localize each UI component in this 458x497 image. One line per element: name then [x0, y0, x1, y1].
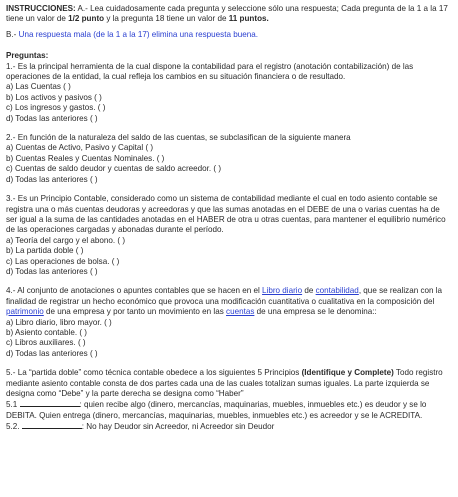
question-3: [6, 194, 453, 277]
principle-5-2: 5.2. : No hay Deudor sin Acreedor, ni Acreedor sin Deudor: [6, 422, 275, 432]
instructions-label: INSTRUCCIONES:: [6, 4, 76, 13]
answer-option[interactable]: a) Cuentas de Activo, Pasivo y Capital ( ): [6, 143, 154, 153]
answer-option[interactable]: c) Cuentas de saldo deudor y cuentas de saldo acreedor. ( ): [6, 164, 222, 174]
question-4: [6, 286, 453, 359]
fill-in-blank[interactable]: [20, 399, 80, 407]
question-text: 1.- Es la principal herramienta de la cual dispone la contabilidad para el registro (anotación contabilización) de las operaciones de la entidad, la cual refleja los cambios en su situación financiera o de resultado.: [6, 61, 414, 82]
contabilidad-link[interactable]: contabilidad: [315, 286, 359, 296]
instructions-a: INSTRUCCIONES: A.- Lea cuidadosamente cada pregunta y seleccione sólo una respuesta; Cada pregunta de la 1 a la 17 tiene un valor de 1/2 punto y la pregunta 18 tiene un valor de 11 puntos.: [6, 4, 448, 24]
question-text: 5.- La “partida doble” como técnica contable obedece a los siguientes 5 Principios (Identifique y Complete) Todo registro mediante asiento contable consta de dos partes cada una de las cuales totalizan sumas iguales. La parte izquierda se designa como “Debe” y la parte derecha se designa como “Haber”: [6, 368, 443, 398]
patrimonio-link[interactable]: patrimonio: [6, 307, 44, 317]
instructions-b: B.- Una respuesta mala (de la 1 a la 17) elimina una respuesta buena.: [6, 29, 258, 39]
question-5: [6, 368, 453, 432]
question-text: 3.- Es un Principio Contable, considerado como un sistema de contabilidad mediante el cual en todo asiento contable se registra una o más cuentas deudoras y acreedoras y que las sumas anotadas en el DEBE de una o varias cuentas ha de ser igual a la suma de las cantidades anotadas en el HABER de otra u otras cuentas, para mantener el equilibrio numérico de las operaciones cargadas y abonadas durante el período.: [6, 194, 446, 235]
question-text: 4.- Al conjunto de anotaciones o apuntes contables que se hacen en el Libro diario de contabilidad, que se realizan con la finalidad de registrar un hecho económico que provoca una modificación cuantitativa o cualitativa en la composición del patrimonio de una empresa y por tanto un movimiento en las cuentas de una empresa se le denomina::: [6, 286, 443, 317]
questions-heading: Preguntas:: [6, 51, 49, 61]
answer-option[interactable]: b) Asiento contable. ( ): [6, 327, 87, 337]
cuentas-link[interactable]: cuentas: [226, 307, 255, 317]
answer-option[interactable]: d) Todas las anteriores ( ): [6, 348, 98, 358]
fill-in-blank[interactable]: [22, 421, 82, 429]
question-2: [6, 133, 453, 185]
principle-5-1: 5.1 : quien recibe algo (dinero, mercancías, maquinarias, muebles, inmuebles etc.) es deudor y se lo DEBITA. Quien entrega (dinero, mercancías, maquinarias, muebles, inmuebles etc.) es acreedor y se le ACREDITA.: [6, 400, 427, 420]
question-text: 2.- En función de la naturaleza del saldo de las cuentas, se subclasifican de la siguiente manera: [6, 133, 351, 143]
answer-option[interactable]: d) Todas las anteriores ( ): [6, 174, 98, 184]
answer-option[interactable]: c) Las operaciones de bolsa. ( ): [6, 256, 120, 266]
answer-option[interactable]: d) Todas las anteriores ( ): [6, 113, 98, 123]
answer-option[interactable]: a) Libro diario, libro mayor. ( ): [6, 317, 112, 327]
answer-option[interactable]: b) Los activos y pasivos ( ): [6, 92, 102, 102]
question-1: [6, 62, 453, 124]
answer-option[interactable]: a) Las Cuentas ( ): [6, 82, 71, 92]
answer-option[interactable]: a) Teoría del cargo y el abono. ( ): [6, 235, 126, 245]
libro-diario-link[interactable]: Libro diario: [262, 286, 303, 296]
answer-option[interactable]: b) La partida doble ( ): [6, 246, 84, 256]
answer-option[interactable]: c) Libros auxiliares. ( ): [6, 338, 86, 348]
answer-option[interactable]: b) Cuentas Reales y Cuentas Nominales. ( ): [6, 153, 165, 163]
answer-option[interactable]: c) Los ingresos y gastos. ( ): [6, 103, 106, 113]
answer-option[interactable]: d) Todas las anteriores ( ): [6, 266, 98, 276]
